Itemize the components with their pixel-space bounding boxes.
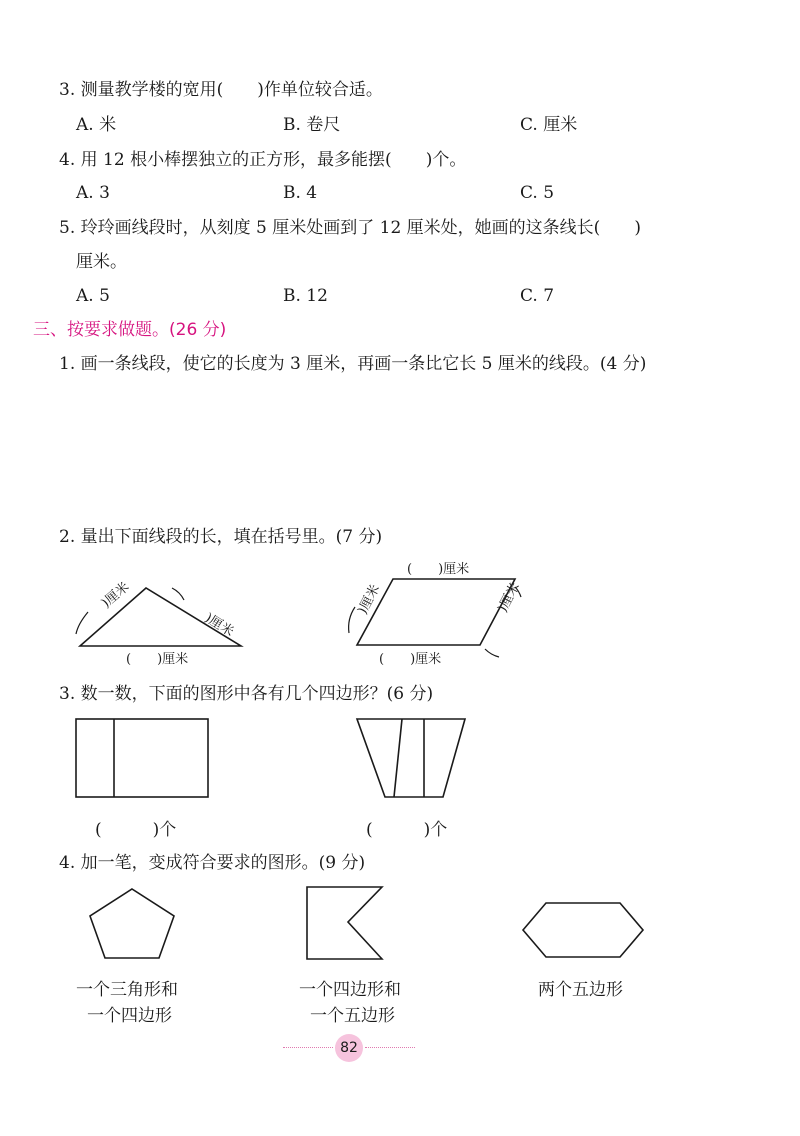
parallelogram-bottom-bracket <box>485 649 499 657</box>
pentagon-figure <box>86 886 178 962</box>
page-number-line-right <box>365 1047 415 1048</box>
q3-option-a: A. 米 <box>76 115 117 135</box>
q2-text: 2. 量出下面线段的长，填在括号里。(7 分) <box>59 527 383 547</box>
rectangle-outline <box>76 719 208 797</box>
pentagon-shape <box>90 889 174 958</box>
q5-choice-stem: 5. 玲玲画线段时，从刻度 5 厘米处画到了 12 厘米处，她画的这条线长( ) <box>59 218 641 238</box>
q4-caption-1-line1: 一个三角形和 <box>76 980 178 1000</box>
q3-answer-left[interactable]: ( )个 <box>95 820 177 840</box>
q3-answer-right[interactable]: ( )个 <box>366 820 448 840</box>
parallelogram-right-label: )厘米 <box>495 580 524 615</box>
hexagon-shape <box>523 903 643 957</box>
q4-option-b: B. 4 <box>283 183 318 203</box>
page-number-line-left <box>283 1047 333 1048</box>
q4-caption-2-line1: 一个四边形和 <box>299 980 401 1000</box>
notched-shape <box>307 887 382 959</box>
q4-text: 4. 加一笔，变成符合要求的图形。(9 分) <box>59 853 366 873</box>
q1-text: 1. 画一条线段，使它的长度为 3 厘米，再画一条比它长 5 厘米的线段。(4 分) <box>59 354 647 374</box>
triangle-left-label: )厘米 <box>98 579 133 612</box>
triangle-right-label: )厘米 <box>201 610 237 640</box>
trapezoid-figure <box>354 717 470 801</box>
rectangle-figure <box>74 717 212 801</box>
q4-choice-stem: 4. 用 12 根小棒摆独立的正方形，最多能摆( )个。 <box>59 150 467 170</box>
trapezoid-divider-1 <box>394 719 402 797</box>
q3-option-c: C. 厘米 <box>520 115 578 135</box>
parallelogram-figure <box>335 557 535 672</box>
hexagon-figure <box>520 900 646 960</box>
parallelogram-bottom-label: ( )厘米 <box>379 652 442 667</box>
q5-option-a: A. 5 <box>76 286 110 306</box>
section-heading: 三、按要求做题。(26 分) <box>33 320 227 340</box>
triangle-bottom-label: ( )厘米 <box>126 652 189 667</box>
q3-text: 3. 数一数，下面的图形中各有几个四边形？(6 分) <box>59 684 434 704</box>
parallelogram-left-bracket <box>349 607 355 633</box>
q4-option-c: C. 5 <box>520 183 555 203</box>
parallelogram-top-label: ( )厘米 <box>407 562 470 577</box>
page-number: 82 <box>335 1034 363 1062</box>
parallelogram-left-label: )厘米 <box>355 582 384 617</box>
q5-option-b: B. 12 <box>283 286 328 306</box>
triangle-right-bracket <box>172 588 184 600</box>
triangle-figure <box>70 574 260 670</box>
q5-choice-stem-cont: 厘米。 <box>76 252 127 272</box>
q4-caption-3: 两个五边形 <box>538 980 623 1000</box>
trapezoid-outline <box>357 719 465 797</box>
q4-option-a: A. 3 <box>76 183 110 203</box>
q3-option-b: B. 卷尺 <box>283 115 341 135</box>
q4-caption-2-line2: 一个五边形 <box>310 1006 395 1026</box>
q4-caption-1-line2: 一个四边形 <box>87 1006 172 1026</box>
q5-option-c: C. 7 <box>520 286 555 306</box>
triangle-left-bracket <box>76 612 88 634</box>
notched-figure <box>304 884 388 964</box>
q3-choice-stem: 3. 测量教学楼的宽用( )作单位较合适。 <box>59 80 383 100</box>
